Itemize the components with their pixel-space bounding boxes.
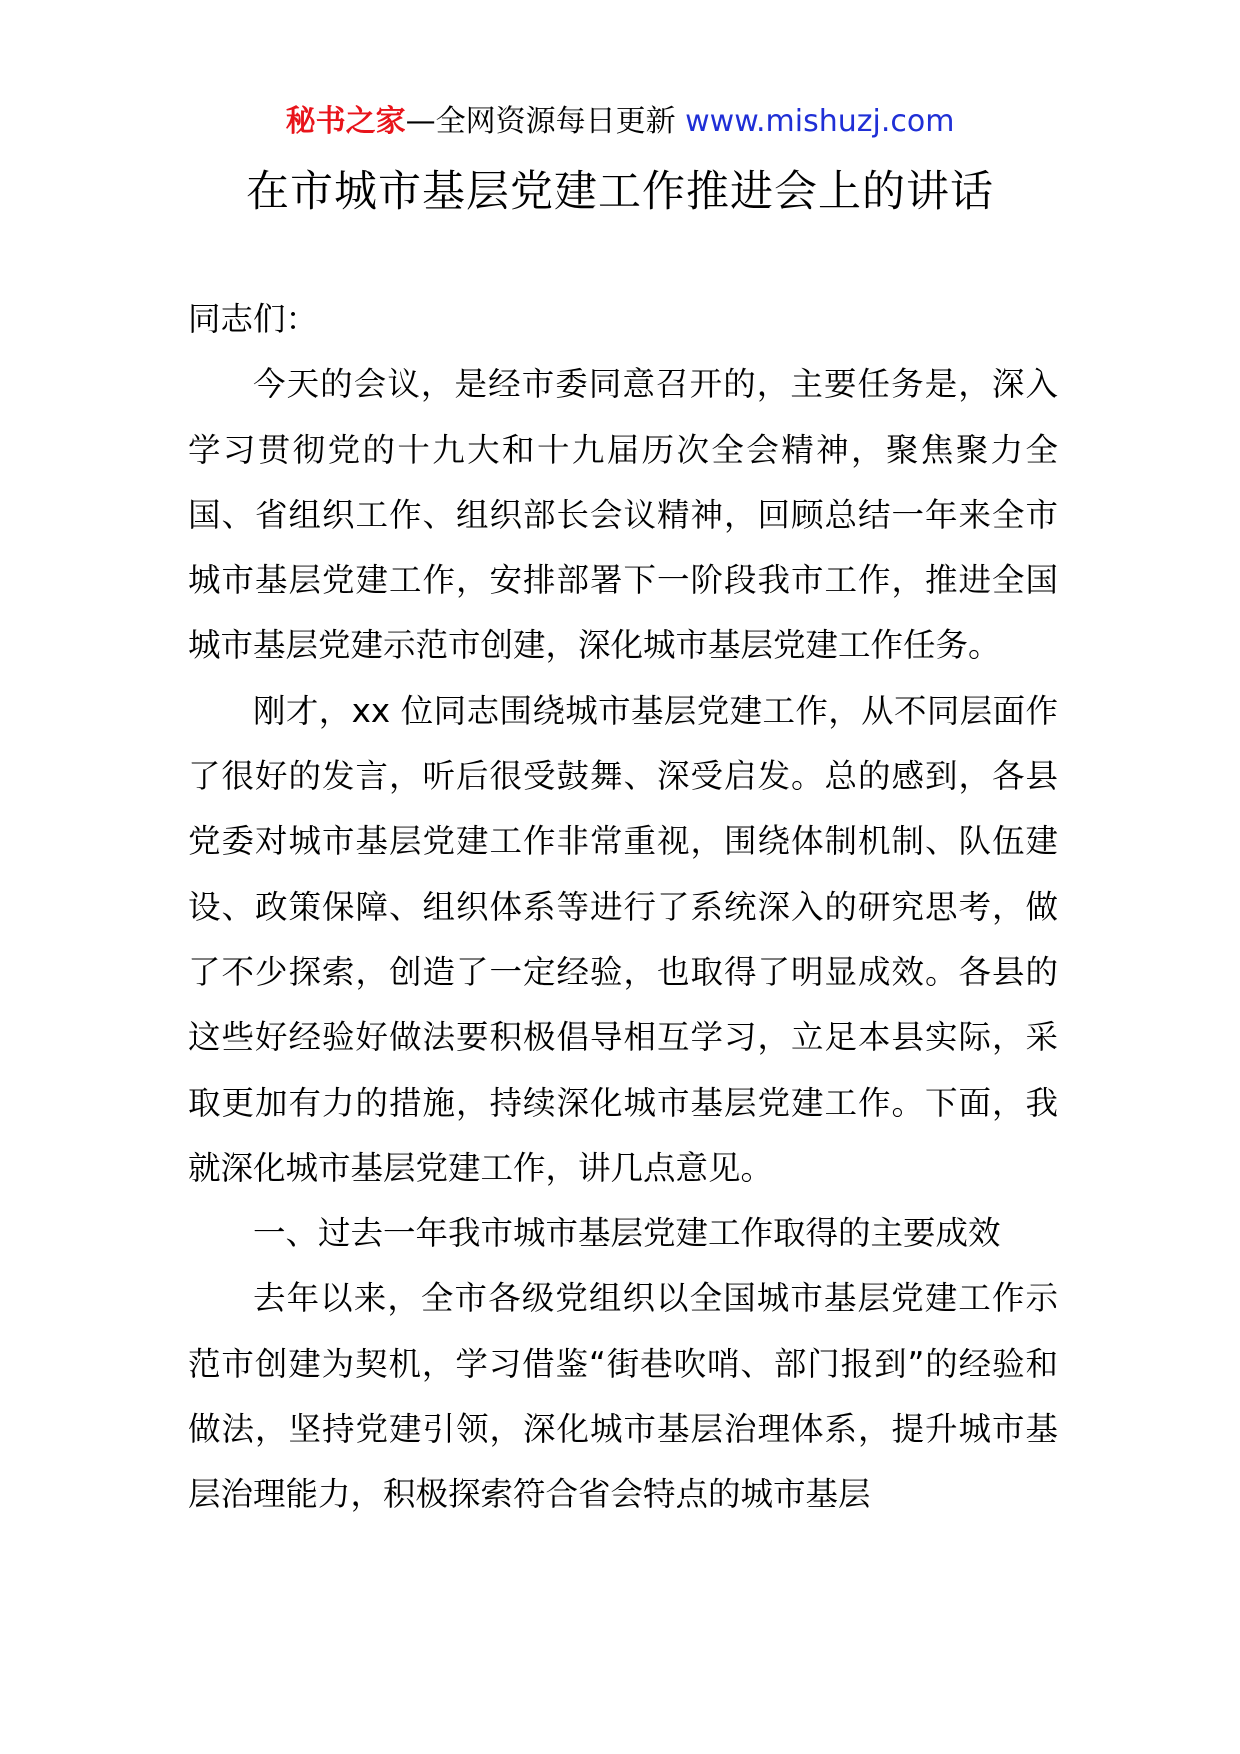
site-url-link[interactable]: www.mishuzj.com xyxy=(685,104,955,139)
section-heading: 一、过去一年我市城市基层党建工作取得的主要成效 xyxy=(253,1214,1001,1253)
header-slogan: —全网资源每日更新 xyxy=(405,104,686,139)
document-title: 在市城市基层党建工作推进会上的讲话 xyxy=(246,167,994,217)
document-body xyxy=(188,287,1058,1528)
paragraph: 今天的会议，是经市委同意召开的，主要任务是，深入学习贯彻党的十九大和十九届历次全会精神，聚焦聚力全国、省组织工作、组织部长会议精神，回顾总结一年来全市城市基层党建工作，安排部署下一阶段我市工作，推进全国城市基层党建示范市创建，深化城市基层党建工作任务。 xyxy=(188,365,1058,665)
paragraph: 去年以来，全市各级党组织以全国城市基层党建工作示范市创建为契机，学习借鉴“街巷吹哨、部门报到”的经验和做法，坚持党建引领，深化城市基层治理体系，提升城市基层治理能力，积极探索符合省会特点的城市基层 xyxy=(188,1279,1058,1514)
paragraph: 刚才，xx 位同志围绕城市基层党建工作，从不同层面作了很好的发言，听后很受鼓舞、深受启发。总的感到，各县党委对城市基层党建工作非常重视，围绕体制机制、队伍建设、政策保障、组织体系等进行了系统深入的研究思考，做了不少探索，创造了一定经验，也取得了明显成效。各县的这些好经验好做法要积极倡导相互学习，立足本县实际，采取更加有力的措施，持续深化城市基层党建工作。下面，我就深化城市基层党建工作，讲几点意见。 xyxy=(188,691,1058,1187)
salutation: 同志们： xyxy=(188,300,319,338)
site-header xyxy=(0,100,1240,144)
brand-name: 秘书之家 xyxy=(285,104,406,139)
